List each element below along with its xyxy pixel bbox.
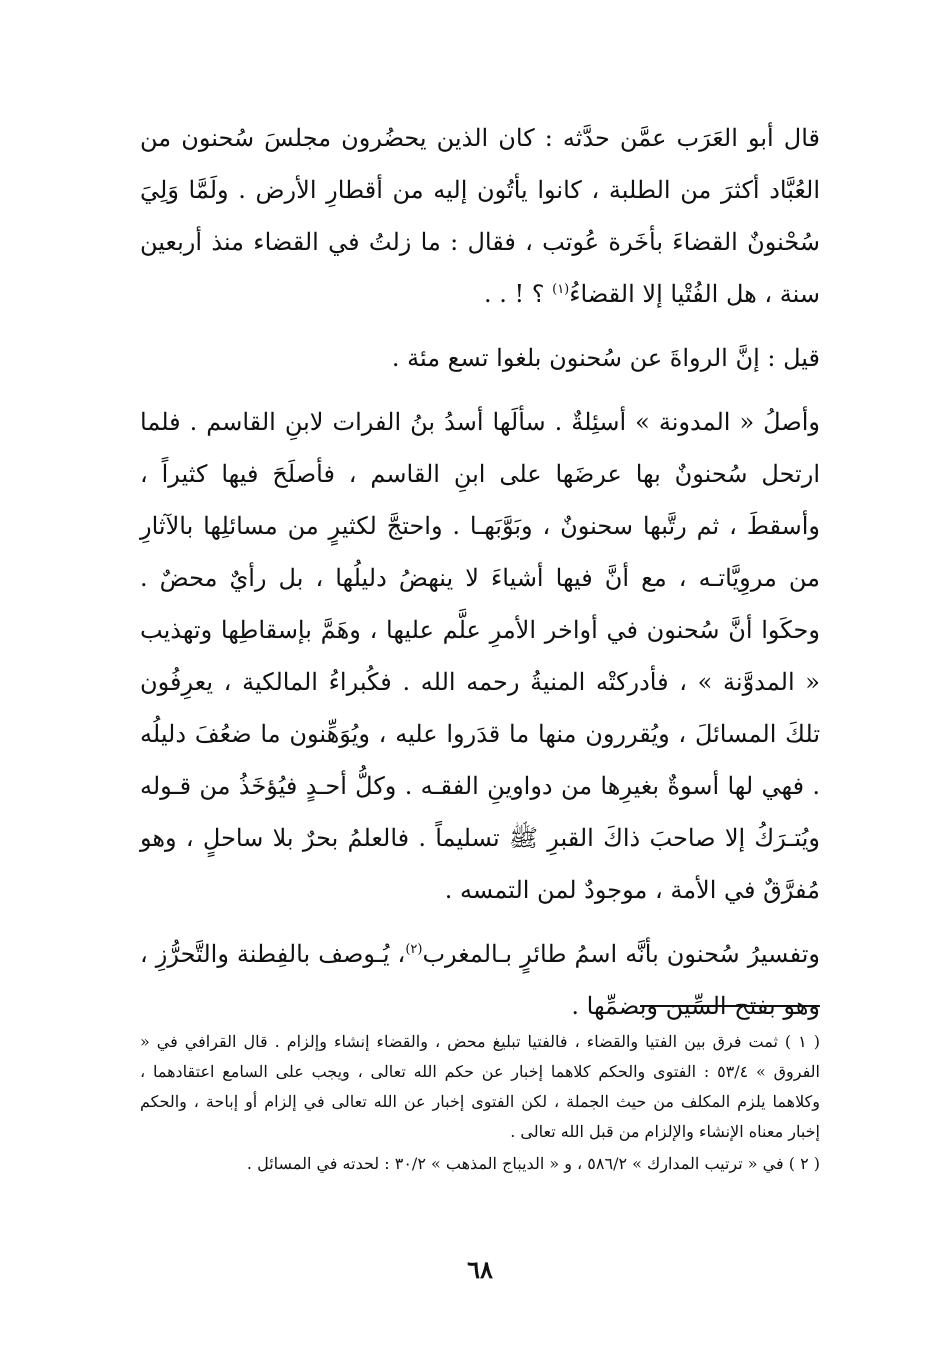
- footnote-ref-1[interactable]: (١): [552, 282, 570, 297]
- page-number: ٦٨: [467, 1255, 493, 1284]
- paragraph-2: قيل : إنَّ الرواةَ عن سُحنون بلغوا تسع مئة .: [391, 344, 820, 372]
- footnote-separator: [640, 1005, 820, 1007]
- footnote-2: ( ٢ ) في « ترتيب المدارك » ٥٨٦/٢ ، و « الديباج المذهب » ٣٠/٢ : لحدته في المسائل .: [246, 1154, 820, 1173]
- paragraph-1: [140, 112, 820, 320]
- footnote-1: ( ١ ) ثمت فرق بين الفتيا والقضاء ، فالفتيا تبليغ محض ، والقضاء إنشاء وإلزام . قال القرافي في « الفروق » ٥٣/٤ : الفتوى والحكم كلاهما إخبار عن حكم الله تعالى ، ويجب على السامع اعتقادهما ، وكلاهما يلزم المكلف من حيث الجملة ، لكن الفتوى إخبار عن الله تعالى في إلزام أو إباحة ، والحكم إخبار معناه الإنشاء والإلزام من قبل الله تعالى .: [140, 1032, 821, 1141]
- paragraph-4: [140, 928, 820, 1032]
- paragraph-3: وأصلُ « المدونة » أسئِلةٌ . سألَها أسدُ بنُ الفرات لابنِ القاسم . فلما ارتحل سُحنونٌ بها عرضَها على ابنِ القاسم ، فأصلَحَ فيها كثيراً ، وأسقطَ ، ثم رتَّبها سحنونٌ ، وبَوَّبَهـا . واحتجَّ لكثيرٍ من مسائلِها بالآثارِ من مروِيَّاتـه ، مع أنَّ فيها أشياءَ لا ينهضُ دليلُها ، بل رأيٌ محضٌ . وحكَوا أنَّ سُحنون في أواخر الأمرِ علَّم عليها ، وهَمَّ بإسقاطِها وتهذيب « المدوَّنة » ، فأدركتْه المنيةُ رحمه الله . فكُبراءُ المالكية ، يعرِفُون تلكَ المسائلَ ، ويُقررون منها ما قدَروا عليه ، ويُوَهِّنون ما ضعُفَ دليلُه . فهي لها أسوةٌ بغيرِها من دواوينِ الفقـه . وكلُّ أحـدٍ فيُؤخَذُ من قـوله ويُتـرَكُ إلا صاحبَ ذاكَ القبرِ ﷺ تسليماً . فالعلمُ بحرٌ بلا ساحلٍ ، وهو مُفرَّقٌ في الأمة ، موجودٌ لمن التمسه .: [140, 408, 820, 904]
- paragraph-4-text: وتفسيرُ سُحنون بأنَّه اسمُ طائرٍ بـالمغرب: [422, 940, 820, 968]
- footnote-ref-2[interactable]: (٢): [405, 942, 423, 957]
- paragraph-4-tail: ، يُـوصف بالفِطنة والتَّحرُّزِ ، وهو بفتح السِّين وبضمِّها .: [140, 940, 820, 1020]
- footnotes: [140, 1027, 820, 1179]
- book-page: [140, 112, 820, 1332]
- paragraph-1-text: قال أبو العَرَب عمَّن حدَّثه : كان الذين يحضُرون مجلسَ سُحنون من العُبَّاد أكثرَ من الطلبة ، كانوا يأتُون إليه من أقطارِ الأرض . ولَمَّا وَلِيَ سُحْنونٌ القضاءَ بأخَرة عُوتب ، فقال : ما زلتُ في القضاء منذ أربعين سنة ، هل الفُتْيا إلا القضاءُ: [140, 124, 820, 308]
- paragraph-1-tail: ؟ ! . .: [483, 280, 553, 308]
- main-text: [140, 112, 820, 1032]
